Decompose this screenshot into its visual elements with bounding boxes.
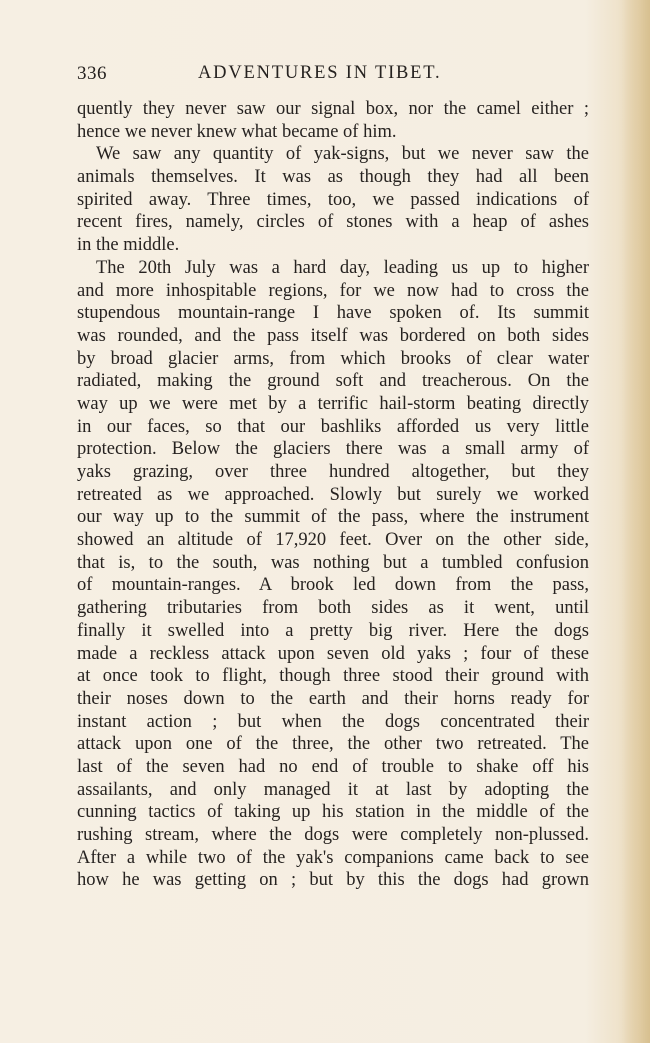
- text-line: We saw any quantity of yak-signs, but we never saw the: [96, 144, 589, 165]
- text-line: The 20th July was a hard day, leading us up to higher: [96, 257, 589, 278]
- text-line: our way up to the summit of the pass, where the instrument: [77, 507, 589, 528]
- page-edge-shadow: [622, 0, 650, 1043]
- text-line: in the middle.: [77, 235, 180, 256]
- text-line: radiated, making the ground soft and treacherous. On the: [77, 371, 589, 392]
- text-line: made a reckless attack upon seven old yaks ; four of these: [77, 643, 589, 664]
- running-title: ADVENTURES IN TIBET.: [198, 63, 442, 83]
- text-line: protection. Below the glaciers there was a small army of: [77, 439, 589, 460]
- text-line: gathering tributaries from both sides as it went, until: [77, 598, 589, 619]
- text-line: retreated as we approached. Slowly but surely we worked: [77, 484, 589, 505]
- text-line: finally it swelled into a pretty big river. Here the dogs: [77, 620, 589, 641]
- text-line: last of the seven had no end of trouble to shake off his: [77, 756, 589, 777]
- text-line: how he was getting on ; but by this the dogs had grown: [77, 870, 589, 891]
- text-line: yaks grazing, over three hundred altogether, but they: [77, 462, 589, 482]
- body-text: [77, 98, 589, 892]
- text-line: spirited away. Three times, too, we passed indications of: [77, 189, 589, 210]
- text-line: rushing stream, where the dogs were completely non-plussed.: [77, 825, 589, 845]
- text-line: in our faces, so that our bashliks afforded us very little: [77, 416, 589, 437]
- text-line: animals themselves. It was as though they had all been: [77, 167, 589, 188]
- text-line: by broad glacier arms, from which brooks of clear water: [77, 348, 589, 369]
- text-line: assailants, and only managed it at last by adopting the: [77, 779, 589, 800]
- text-line: instant action ; but when the dogs concentrated their: [77, 711, 589, 732]
- text-line: their noses down to the earth and their horns ready for: [77, 688, 589, 709]
- text-line: recent fires, namely, circles of stones with a heap of ashes: [77, 212, 589, 233]
- text-line: quently they never saw our signal box, nor the camel either ;: [77, 99, 589, 119]
- text-line: After a while two of the yak's companions came back to see: [77, 847, 589, 868]
- text-line: attack upon one of the three, the other two retreated. The: [77, 734, 589, 755]
- text-line: cunning tactics of taking up his station in the middle of the: [77, 802, 589, 823]
- text-line: hence we never knew what became of him.: [77, 121, 397, 142]
- text-line: and more inhospitable regions, for we now had to cross the: [77, 280, 589, 301]
- text-line: way up we were met by a terrific hail-storm beating directly: [77, 393, 589, 414]
- text-line: stupendous mountain-range I have spoken of. Its summit: [77, 303, 589, 324]
- text-line: showed an altitude of 17,920 feet. Over on the other side,: [77, 530, 589, 551]
- text-line: at once took to flight, though three stood their ground with: [77, 666, 589, 687]
- page-number: 336: [77, 63, 107, 84]
- text-line: was rounded, and the pass itself was bordered on both sides: [77, 325, 589, 346]
- page-header: [77, 63, 589, 87]
- text-line: that is, to the south, was nothing but a tumbled confusion: [77, 552, 589, 573]
- text-line: of mountain-ranges. A brook led down from the pass,: [77, 575, 589, 596]
